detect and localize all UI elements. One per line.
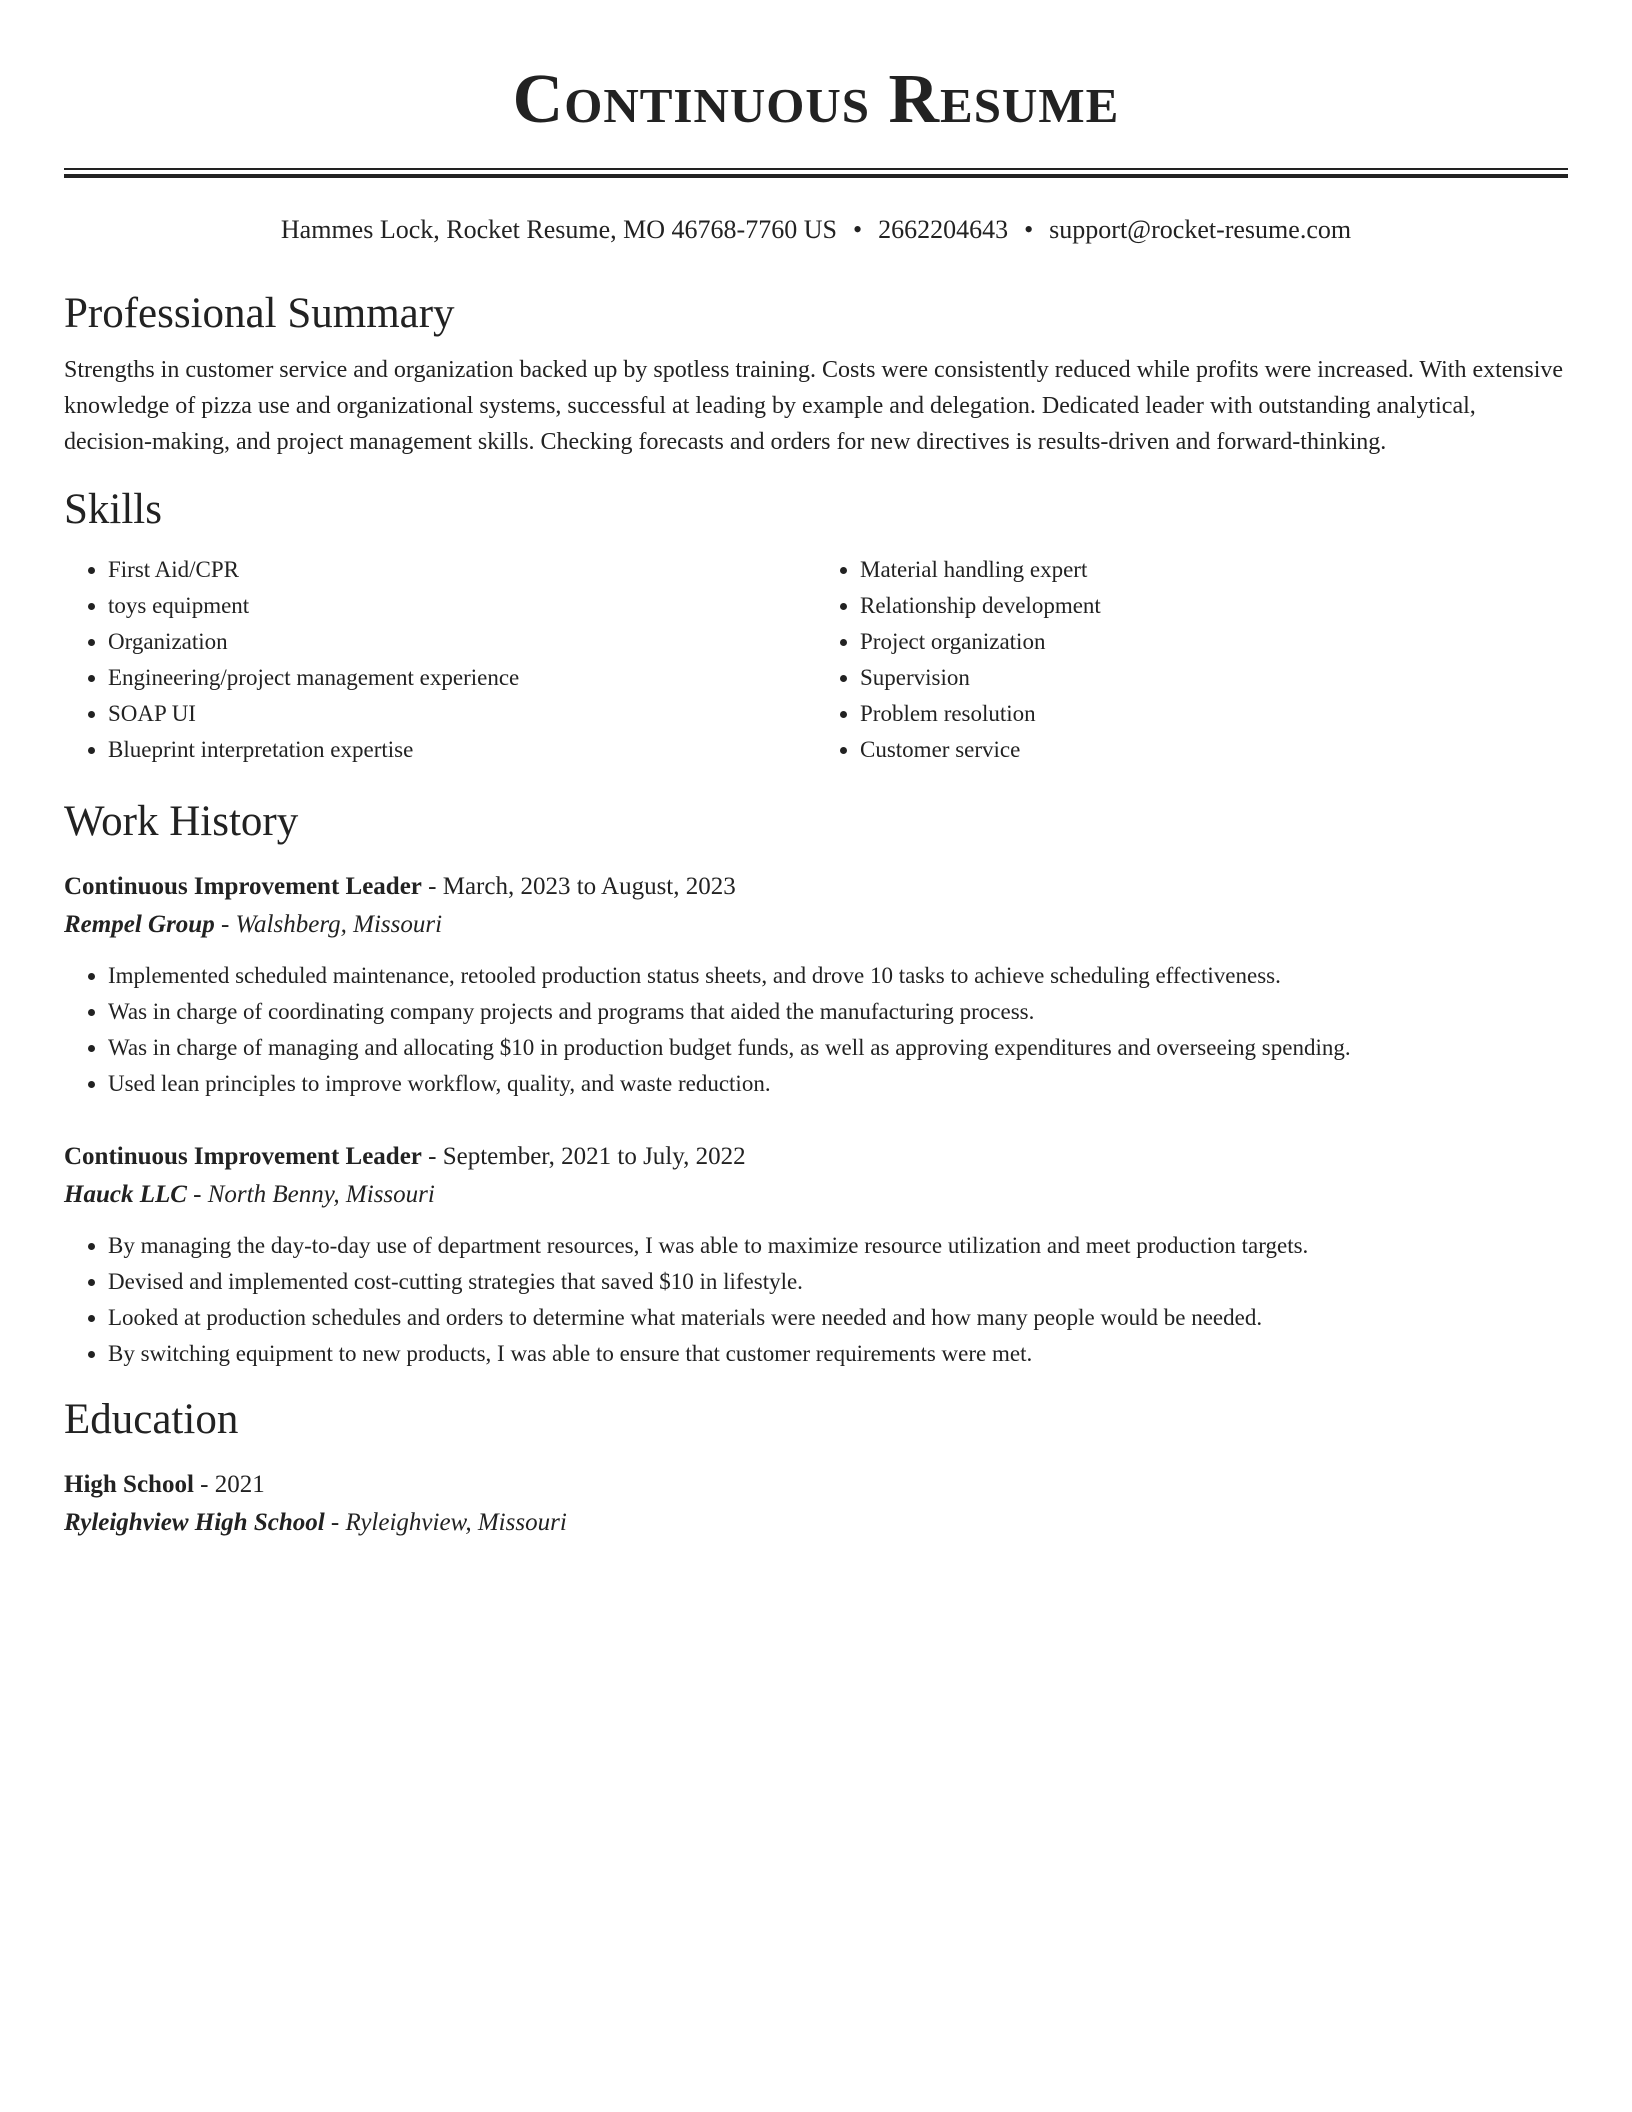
education-school: Ryleighview High School bbox=[64, 1509, 325, 1536]
job-company: Rempel Group bbox=[64, 911, 215, 938]
education-heading: Education bbox=[64, 1396, 239, 1443]
summary-heading: Professional Summary bbox=[64, 290, 455, 337]
work-history-heading: Work History bbox=[64, 798, 299, 845]
job-entry bbox=[64, 868, 1568, 1102]
skill-item: • Customer service bbox=[860, 732, 1568, 768]
contact-email: support@rocket-resume.com bbox=[1049, 215, 1352, 244]
summary-text: Strengths in customer service and organization backed up by spotless training. Costs were consistently reduced while profits were increased. With extensive knowledge of pizza use and organizational systems, successful at leading by example and delegation. Dedicated leader with outstanding analytical, decision-making, and project management skills. Checking forecasts and orders for new directives is results-driven and forward-thinking. bbox=[64, 357, 1564, 455]
job-header bbox=[64, 868, 1568, 906]
contact-separator: • bbox=[852, 215, 863, 244]
duty-item: • Devised and implemented cost-cutting strategies that saved $10 in lifestyle. bbox=[108, 1264, 1568, 1300]
contact-phone: 2662204643 bbox=[878, 215, 1009, 244]
duty-item: • Was in charge of managing and allocating $10 in production budget funds, as well as approving expenditures and overseeing spending. bbox=[108, 1030, 1568, 1066]
skill-item: • Organization bbox=[108, 624, 816, 660]
skill-item: • Supervision bbox=[860, 660, 1568, 696]
skill-item: • Blueprint interpretation expertise bbox=[108, 732, 816, 768]
contact-address: Hammes Lock, Rocket Resume, MO 46768-7760 US bbox=[280, 215, 837, 244]
resume-name: Continuous Resume bbox=[512, 61, 1120, 138]
skill-item: • SOAP UI bbox=[108, 696, 816, 732]
duty-item: • By managing the day-to-day use of department resources, I was able to maximize resource utilization and meet production targets. bbox=[108, 1228, 1568, 1264]
job-location: - Walshberg, Missouri bbox=[214, 911, 443, 938]
header-divider bbox=[64, 168, 1568, 178]
skill-item: • Project organization bbox=[860, 624, 1568, 660]
job-company: Hauck LLC bbox=[64, 1181, 187, 1208]
education-degree-line bbox=[64, 1466, 1568, 1504]
skill-item: • Engineering/project management experience bbox=[108, 660, 816, 696]
skill-item: • Problem resolution bbox=[860, 696, 1568, 732]
skill-item: • toys equipment bbox=[108, 588, 816, 624]
duty-item: • Looked at production schedules and orders to determine what materials were needed and how many people would be needed. bbox=[108, 1300, 1568, 1336]
education-location: - Ryleighview, Missouri bbox=[324, 1509, 567, 1536]
skills-list bbox=[64, 552, 1568, 768]
job-employer bbox=[64, 1176, 1568, 1214]
job-title: Continuous Improvement Leader bbox=[64, 873, 422, 900]
skill-item: • Material handling expert bbox=[860, 552, 1568, 588]
skill-item: • Relationship development bbox=[860, 588, 1568, 624]
duty-item: • Was in charge of coordinating company projects and programs that aided the manufacturing process. bbox=[108, 994, 1568, 1030]
education-year: - 2021 bbox=[193, 1471, 265, 1498]
duty-item: • By switching equipment to new products, I was able to ensure that customer requirements were met. bbox=[108, 1336, 1568, 1372]
duty-item: • Used lean principles to improve workflow, quality, and waste reduction. bbox=[108, 1066, 1568, 1102]
job-duties bbox=[64, 1228, 1568, 1372]
education-school-line bbox=[64, 1504, 1568, 1542]
duty-item: • Implemented scheduled maintenance, retooled production status sheets, and drove 10 tasks to achieve scheduling effectiveness. bbox=[108, 958, 1568, 994]
skill-item: • First Aid/CPR bbox=[108, 552, 816, 588]
education-entry bbox=[64, 1466, 1568, 1542]
job-duties bbox=[64, 958, 1568, 1102]
job-dates: - March, 2023 to August, 2023 bbox=[421, 873, 736, 900]
job-employer bbox=[64, 906, 1568, 944]
skills-column-left bbox=[64, 552, 816, 768]
contact-separator: • bbox=[1024, 215, 1034, 244]
skills-heading: Skills bbox=[64, 486, 162, 533]
job-location: - North Benny, Missouri bbox=[186, 1181, 435, 1208]
job-entry bbox=[64, 1138, 1568, 1372]
skills-column-right bbox=[816, 552, 1568, 768]
contact-line bbox=[64, 214, 1568, 246]
job-title: Continuous Improvement Leader bbox=[64, 1143, 422, 1170]
job-header bbox=[64, 1138, 1568, 1176]
job-dates: - September, 2021 to July, 2022 bbox=[421, 1143, 746, 1170]
education-degree: High School bbox=[64, 1471, 194, 1498]
